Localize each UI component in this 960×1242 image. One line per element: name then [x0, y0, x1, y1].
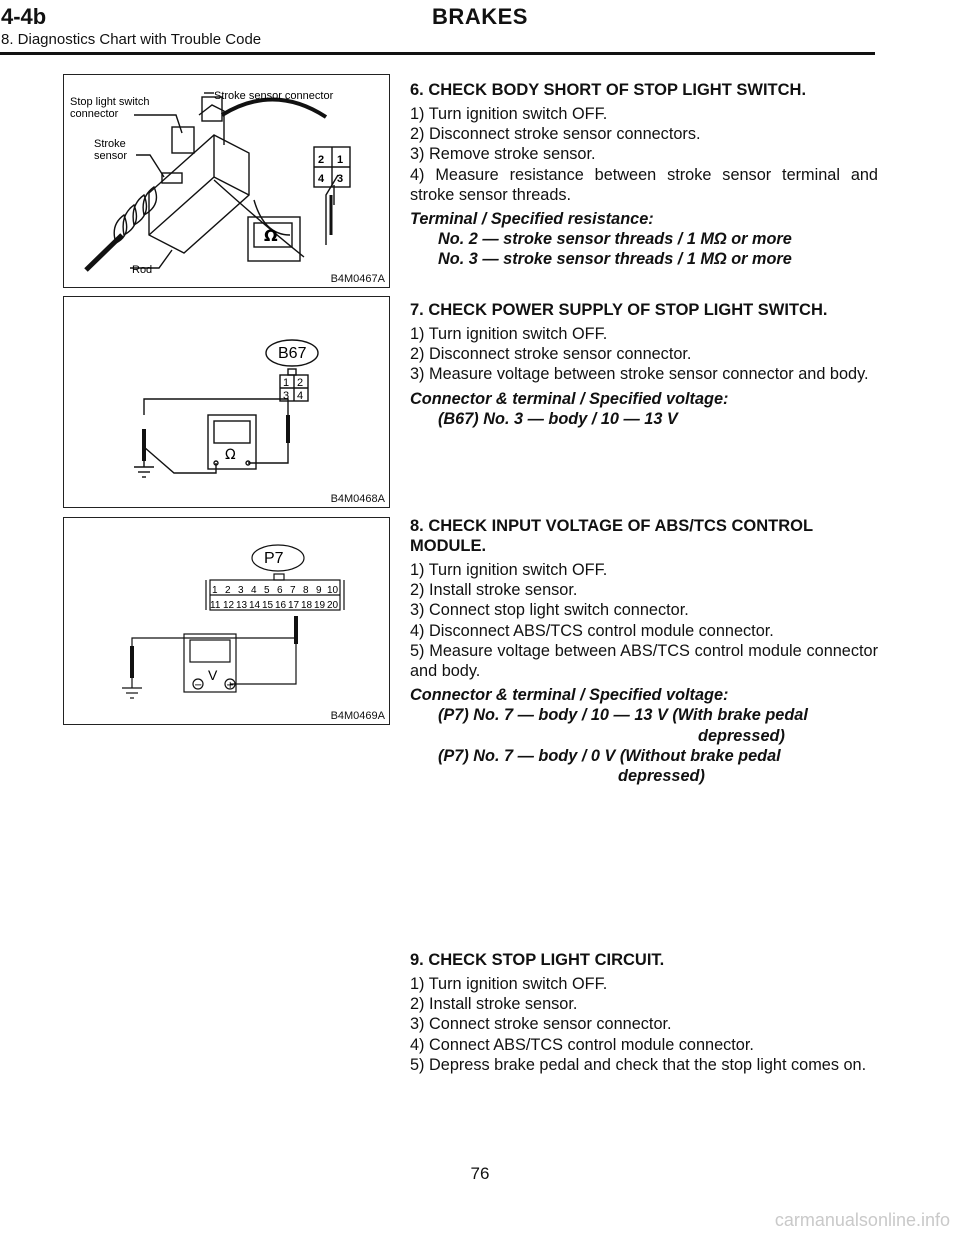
connector-label: P7	[264, 550, 284, 567]
step-item: 2) Disconnect stroke sensor connector.	[410, 345, 692, 364]
pin-label: 19	[314, 600, 326, 611]
step-item: 3) Measure voltage between stroke sensor connector and body.	[410, 365, 869, 384]
stroke-sensor-diagram	[64, 75, 389, 287]
spec-heading: Connector & terminal / Specified voltage:	[410, 389, 729, 408]
figure-code: B4M0468A	[330, 493, 385, 505]
step-item: 1) Turn ignition switch OFF.	[410, 325, 608, 343]
pin-label: 20	[327, 600, 339, 611]
pin-label: 3	[337, 173, 344, 185]
step-item: 2) Install stroke sensor.	[410, 581, 578, 600]
step-item: 3) Connect stroke sensor connector.	[410, 1015, 672, 1034]
figure-b67-connector	[63, 296, 390, 508]
step-title: 8. CHECK INPUT VOLTAGE OF ABS/TCS CONTROL MODULE.	[410, 517, 813, 555]
pin-label: 18	[301, 600, 313, 611]
pin-label: 14	[249, 600, 261, 611]
ohm-symbol: Ω	[225, 447, 236, 463]
label-stroke: Stroke	[94, 138, 126, 150]
pin-label: 3	[238, 585, 244, 596]
step-item: 1) Turn ignition switch OFF.	[410, 561, 608, 579]
step-item: 3) Connect stop light switch connector.	[410, 601, 689, 620]
pin-label: 7	[290, 585, 296, 596]
spec-heading: Connector & terminal / Specified voltage:	[410, 686, 729, 705]
step-item: 5) Depress brake pedal and check that the stop light comes on.	[410, 1055, 867, 1074]
pin-label: 15	[262, 600, 274, 611]
step-9	[410, 950, 878, 1075]
p7-voltage-diagram	[64, 518, 389, 724]
step-title: 6. CHECK BODY SHORT OF STOP LIGHT SWITCH.	[410, 81, 807, 99]
volt-symbol: V	[208, 667, 218, 683]
page-number: 76	[470, 1164, 490, 1183]
label-rod: Rod	[132, 264, 153, 276]
figure-p7-connector	[63, 517, 390, 725]
section-subtitle: 8. Diagnostics Chart with Trouble Code	[1, 31, 262, 48]
spec-value: (B67) No. 3 — body / 10 — 13 V	[438, 409, 678, 428]
connector-label: B67	[278, 345, 307, 362]
pin-label: 3	[283, 390, 290, 402]
pin-label: 1	[337, 154, 344, 166]
label-stroke-sensor-connector: Stroke sensor connector	[214, 90, 334, 102]
step-item: 4) Measure resistance between stroke sensor terminal and stroke sensor threads.	[410, 165, 878, 204]
step-item: 4) Connect ABS/TCS control module connector.	[410, 1035, 754, 1054]
figure-code: B4M0467A	[330, 273, 385, 285]
step-item: 3) Remove stroke sensor.	[410, 145, 596, 164]
section-code: 4-4b	[1, 4, 47, 29]
step-item: 2) Disconnect stroke sensor connectors.	[410, 125, 701, 144]
step-7	[410, 300, 878, 429]
pin-label: 17	[288, 600, 300, 611]
minus-terminal: −	[194, 680, 203, 691]
header-rule	[0, 52, 875, 55]
pin-label: 12	[223, 600, 235, 611]
step-item: 1) Turn ignition switch OFF.	[410, 105, 608, 123]
step-item: 2) Install stroke sensor.	[410, 995, 578, 1014]
pin-label: 4	[297, 390, 304, 402]
pin-label: 4	[251, 585, 257, 596]
page-header	[0, 0, 960, 60]
pin-label: 10	[327, 585, 339, 596]
spec-value: No. 2 — stroke sensor threads / 1 MΩ or more	[438, 230, 792, 249]
spec-value	[410, 705, 878, 745]
pin-label: 6	[277, 585, 283, 596]
spec-heading: Terminal / Specified resistance:	[410, 210, 654, 229]
spec-main: (P7) No. 7 — body / 10 — 13 V (With brake pedal	[438, 706, 808, 725]
step-item: 5) Measure voltage between ABS/TCS control module connector and body.	[410, 641, 878, 681]
pin-label: 4	[318, 173, 325, 185]
pin-label: 2	[225, 585, 231, 596]
step-title: 7. CHECK POWER SUPPLY OF STOP LIGHT SWITCH.	[410, 301, 828, 319]
spec-continuation: depressed)	[618, 767, 705, 786]
label-stop-light-switch: Stop light switch	[70, 96, 150, 108]
figure-stroke-sensor	[63, 74, 390, 288]
b67-voltage-diagram	[64, 297, 389, 507]
spec-value: No. 3 — stroke sensor threads / 1 MΩ or more	[438, 250, 792, 269]
pin-label: 1	[283, 377, 290, 389]
pin-label: 13	[236, 600, 248, 611]
step-title: 9. CHECK STOP LIGHT CIRCUIT.	[410, 951, 665, 969]
spec-continuation: depressed)	[698, 726, 785, 745]
pin-label: 9	[316, 585, 322, 596]
label-connector: connector	[70, 108, 119, 120]
pin-label: 2	[297, 377, 304, 389]
step-6	[410, 80, 878, 270]
step-8	[410, 516, 878, 786]
spec-value	[410, 746, 878, 786]
ohm-symbol: Ω	[264, 226, 278, 245]
step-item: 1) Turn ignition switch OFF.	[410, 975, 608, 993]
plus-terminal: +	[226, 680, 235, 691]
pin-label: 2	[318, 154, 325, 166]
pin-label: 8	[303, 585, 309, 596]
section-title: BRAKES	[432, 4, 528, 29]
pin-label: 1	[212, 585, 218, 596]
pin-label: 11	[210, 600, 221, 611]
pin-label: 5	[264, 585, 270, 596]
label-sensor: sensor	[94, 150, 128, 162]
spec-main: (P7) No. 7 — body / 0 V (Without brake pedal	[438, 746, 781, 765]
pin-label: 16	[275, 600, 287, 611]
step-item: 4) Disconnect ABS/TCS control module connector.	[410, 621, 774, 640]
watermark: carmanualsonline.info	[774, 1210, 950, 1230]
figure-code: B4M0469A	[330, 710, 385, 722]
